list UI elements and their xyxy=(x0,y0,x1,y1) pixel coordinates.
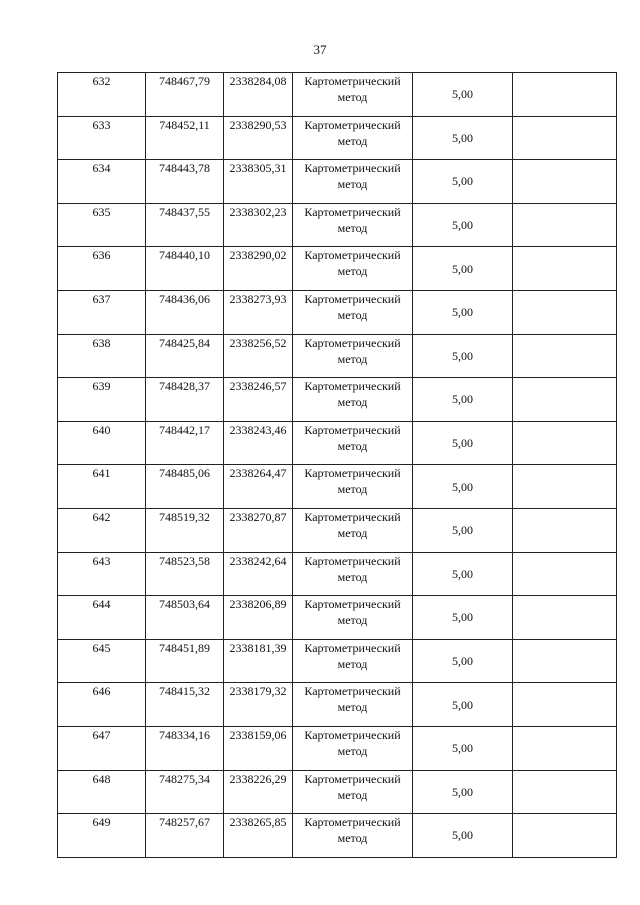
method-line-2: метод xyxy=(337,569,368,584)
x-coordinate-cell: 748442,17 xyxy=(146,421,224,465)
accuracy-cell: 5,00 xyxy=(413,639,513,683)
table-row xyxy=(58,552,617,596)
x-coordinate-cell: 748257,67 xyxy=(146,814,224,858)
point-number-cell: 643 xyxy=(58,552,146,596)
note-cell xyxy=(513,596,617,640)
method-cell xyxy=(293,552,413,596)
table-row xyxy=(58,290,617,334)
accuracy-cell: 5,00 xyxy=(413,334,513,378)
y-coordinate-cell: 2338226,29 xyxy=(224,770,293,814)
table-row xyxy=(58,596,617,640)
y-coordinate-cell: 2338273,93 xyxy=(224,290,293,334)
accuracy-cell: 5,00 xyxy=(413,73,513,117)
accuracy-cell: 5,00 xyxy=(413,421,513,465)
y-coordinate-cell: 2338242,64 xyxy=(224,552,293,596)
point-number-cell: 636 xyxy=(58,247,146,291)
accuracy-cell: 5,00 xyxy=(413,116,513,160)
accuracy-cell: 5,00 xyxy=(413,552,513,596)
note-cell xyxy=(513,421,617,465)
x-coordinate-cell: 748523,58 xyxy=(146,552,224,596)
method-cell xyxy=(293,203,413,247)
method-line-2: метод xyxy=(337,831,368,846)
note-cell xyxy=(513,770,617,814)
table-row xyxy=(58,508,617,552)
table-row xyxy=(58,726,617,770)
method-cell xyxy=(293,639,413,683)
y-coordinate-cell: 2338290,53 xyxy=(224,116,293,160)
y-coordinate-cell: 2338270,87 xyxy=(224,508,293,552)
accuracy-cell: 5,00 xyxy=(413,465,513,509)
x-coordinate-cell: 748452,11 xyxy=(146,116,224,160)
table-row xyxy=(58,160,617,204)
method-cell xyxy=(293,726,413,770)
accuracy-cell: 5,00 xyxy=(413,508,513,552)
point-number-cell: 638 xyxy=(58,334,146,378)
method-line-2: метод xyxy=(337,133,368,148)
method-line-2: метод xyxy=(337,525,368,540)
table-row xyxy=(58,639,617,683)
point-number-cell: 633 xyxy=(58,116,146,160)
method-line-1: Картометрический xyxy=(304,117,401,132)
x-coordinate-cell: 748415,32 xyxy=(146,683,224,727)
accuracy-cell: 5,00 xyxy=(413,814,513,858)
point-number-cell: 644 xyxy=(58,596,146,640)
note-cell xyxy=(513,552,617,596)
method-line-2: метод xyxy=(337,220,368,235)
x-coordinate-cell: 748275,34 xyxy=(146,770,224,814)
table-row xyxy=(58,73,617,117)
y-coordinate-cell: 2338246,57 xyxy=(224,378,293,422)
method-line-2: метод xyxy=(337,700,368,715)
point-number-cell: 648 xyxy=(58,770,146,814)
note-cell xyxy=(513,334,617,378)
method-line-1: Картометрический xyxy=(304,509,401,524)
accuracy-cell: 5,00 xyxy=(413,683,513,727)
accuracy-cell: 5,00 xyxy=(413,378,513,422)
method-cell xyxy=(293,596,413,640)
note-cell xyxy=(513,465,617,509)
y-coordinate-cell: 2338302,23 xyxy=(224,203,293,247)
point-number-cell: 640 xyxy=(58,421,146,465)
method-line-1: Картометрический xyxy=(304,335,401,350)
note-cell xyxy=(513,508,617,552)
method-line-1: Картометрический xyxy=(304,771,401,786)
table-row xyxy=(58,247,617,291)
table-row xyxy=(58,421,617,465)
method-line-1: Картометрический xyxy=(304,379,401,394)
method-line-2: метод xyxy=(337,90,368,104)
method-line-1: Картометрический xyxy=(304,597,401,612)
point-number-cell: 637 xyxy=(58,290,146,334)
method-line-2: метод xyxy=(337,743,368,758)
x-coordinate-cell: 748485,06 xyxy=(146,465,224,509)
accuracy-cell: 5,00 xyxy=(413,596,513,640)
x-coordinate-cell: 748467,79 xyxy=(146,73,224,117)
method-line-2: метод xyxy=(337,177,368,192)
method-line-1: Картометрический xyxy=(304,684,401,699)
point-number-cell: 639 xyxy=(58,378,146,422)
method-line-2: метод xyxy=(337,307,368,322)
note-cell xyxy=(513,639,617,683)
accuracy-cell: 5,00 xyxy=(413,726,513,770)
y-coordinate-cell: 2338284,08 xyxy=(224,73,293,117)
method-cell xyxy=(293,508,413,552)
method-line-2: метод xyxy=(337,656,368,671)
x-coordinate-cell: 748443,78 xyxy=(146,160,224,204)
method-cell xyxy=(293,73,413,117)
method-line-1: Картометрический xyxy=(304,553,401,568)
method-cell xyxy=(293,160,413,204)
method-cell xyxy=(293,770,413,814)
table-row xyxy=(58,814,617,858)
x-coordinate-cell: 748519,32 xyxy=(146,508,224,552)
method-line-2: метод xyxy=(337,482,368,497)
x-coordinate-cell: 748436,06 xyxy=(146,290,224,334)
accuracy-cell: 5,00 xyxy=(413,203,513,247)
x-coordinate-cell: 748334,16 xyxy=(146,726,224,770)
table-row xyxy=(58,203,617,247)
table-row xyxy=(58,465,617,509)
note-cell xyxy=(513,73,617,117)
y-coordinate-cell: 2338256,52 xyxy=(224,334,293,378)
table-row xyxy=(58,378,617,422)
note-cell xyxy=(513,290,617,334)
note-cell xyxy=(513,814,617,858)
y-coordinate-cell: 2338264,47 xyxy=(224,465,293,509)
method-cell xyxy=(293,334,413,378)
point-number-cell: 646 xyxy=(58,683,146,727)
point-number-cell: 642 xyxy=(58,508,146,552)
coordinates-table xyxy=(57,72,617,858)
method-line-1: Картометрический xyxy=(304,422,401,437)
accuracy-cell: 5,00 xyxy=(413,247,513,291)
method-line-2: метод xyxy=(337,613,368,628)
table-row xyxy=(58,334,617,378)
method-line-1: Картометрический xyxy=(304,640,401,655)
x-coordinate-cell: 748428,37 xyxy=(146,378,224,422)
note-cell xyxy=(513,683,617,727)
method-line-1: Картометрический xyxy=(304,727,401,742)
y-coordinate-cell: 2338265,85 xyxy=(224,814,293,858)
method-line-1: Картометрический xyxy=(304,815,401,830)
table-row xyxy=(58,683,617,727)
y-coordinate-cell: 2338159,06 xyxy=(224,726,293,770)
point-number-cell: 641 xyxy=(58,465,146,509)
x-coordinate-cell: 748451,89 xyxy=(146,639,224,683)
method-line-1: Картометрический xyxy=(304,74,401,88)
note-cell xyxy=(513,247,617,291)
table-row xyxy=(58,116,617,160)
accuracy-cell: 5,00 xyxy=(413,290,513,334)
x-coordinate-cell: 748437,55 xyxy=(146,203,224,247)
method-line-2: метод xyxy=(337,264,368,279)
method-line-2: метод xyxy=(337,395,368,410)
note-cell xyxy=(513,203,617,247)
method-cell xyxy=(293,247,413,291)
y-coordinate-cell: 2338179,32 xyxy=(224,683,293,727)
method-line-2: метод xyxy=(337,438,368,453)
note-cell xyxy=(513,378,617,422)
y-coordinate-cell: 2338206,89 xyxy=(224,596,293,640)
method-line-1: Картометрический xyxy=(304,466,401,481)
accuracy-cell: 5,00 xyxy=(413,160,513,204)
note-cell xyxy=(513,726,617,770)
x-coordinate-cell: 748425,84 xyxy=(146,334,224,378)
table-row xyxy=(58,770,617,814)
point-number-cell: 649 xyxy=(58,814,146,858)
method-cell xyxy=(293,465,413,509)
y-coordinate-cell: 2338243,46 xyxy=(224,421,293,465)
point-number-cell: 647 xyxy=(58,726,146,770)
method-cell xyxy=(293,683,413,727)
point-number-cell: 645 xyxy=(58,639,146,683)
point-number-cell: 635 xyxy=(58,203,146,247)
method-line-1: Картометрический xyxy=(304,248,401,263)
method-cell xyxy=(293,378,413,422)
accuracy-cell: 5,00 xyxy=(413,770,513,814)
note-cell xyxy=(513,160,617,204)
page-number: 37 xyxy=(313,42,327,57)
y-coordinate-cell: 2338305,31 xyxy=(224,160,293,204)
y-coordinate-cell: 2338290,02 xyxy=(224,247,293,291)
method-line-1: Картометрический xyxy=(304,291,401,306)
point-number-cell: 634 xyxy=(58,160,146,204)
x-coordinate-cell: 748503,64 xyxy=(146,596,224,640)
point-number-cell: 632 xyxy=(58,73,146,117)
method-line-1: Картометрический xyxy=(304,204,401,219)
method-line-2: метод xyxy=(337,351,368,366)
method-line-2: метод xyxy=(337,787,368,802)
method-cell xyxy=(293,116,413,160)
method-cell xyxy=(293,290,413,334)
coordinates-table-body xyxy=(58,73,617,858)
y-coordinate-cell: 2338181,39 xyxy=(224,639,293,683)
note-cell xyxy=(513,116,617,160)
x-coordinate-cell: 748440,10 xyxy=(146,247,224,291)
method-line-1: Картометрический xyxy=(304,161,401,176)
method-cell xyxy=(293,421,413,465)
method-cell xyxy=(293,814,413,858)
